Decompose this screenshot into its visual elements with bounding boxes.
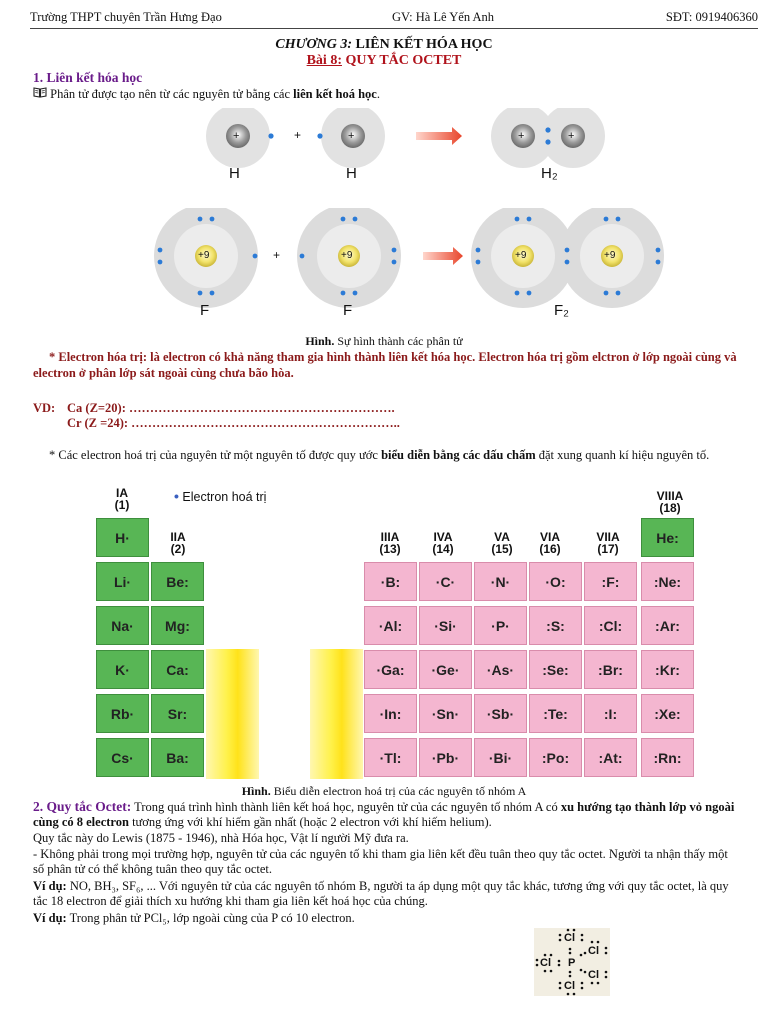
element-rn: :Rn: [641, 738, 694, 777]
group-number: (16) [539, 542, 561, 556]
group-name: IIIA [380, 530, 400, 544]
f-nucleus-label: +9 [198, 250, 210, 261]
octet-text: Trong quá trình hình thành liên kết hoá học, nguyên tử của các nguyên tố nhóm A có [131, 800, 561, 814]
h2-formation-figure [0, 108, 768, 188]
octet-text-end: tương ứng với khí hiếm gần nhất (hoặc 2 electron với khí hiếm helium). [128, 815, 492, 829]
group-viia-header [578, 531, 638, 555]
h-nucleus-label: + [348, 130, 355, 142]
group-name: IVA [433, 530, 453, 544]
transition-block-left [206, 649, 259, 779]
header-divider [30, 28, 758, 29]
cl-atom: Cl [564, 980, 575, 992]
cr-example: Cr (Z =24): ……………………………………………………….. [67, 416, 400, 430]
valence-definition: * Electron hóa trị: là electron có khả năng tham gia hình thành liên kết hóa học. Electron hóa trị gồm elctron ở lớp ngoài cùng và electron ở phân lớp sát ngoài cùng chưa bão hòa. [33, 350, 737, 380]
element-ne: :Ne: [641, 562, 694, 601]
element-br: :Br: [584, 650, 637, 689]
element-as: ·As· [474, 650, 527, 689]
h-nucleus-label: + [233, 130, 240, 142]
label-f: F [200, 302, 210, 319]
element-be: Be: [151, 562, 204, 601]
intro-bold: liên kết hoá học [293, 87, 377, 101]
reaction-arrow [423, 247, 463, 265]
element-xe: :Xe: [641, 694, 694, 733]
cl-atom: Cl [564, 932, 575, 944]
lewis-periodic-table [92, 484, 708, 784]
section-1-intro [33, 87, 739, 102]
caption-text: Sự hình thành các phân tử [334, 334, 463, 348]
plus-sign: + [294, 128, 302, 142]
element-ar: :Ar: [641, 606, 694, 645]
group-iia-header [148, 531, 208, 555]
chapter-prefix: CHƯƠNG 3: [275, 37, 352, 52]
plus-sign: + [273, 248, 281, 262]
lesson-title [0, 53, 768, 69]
pcl5-electron-dots [534, 928, 610, 996]
caption-text: Biểu diễn electron hoá trị của các nguyên tố nhóm A [270, 784, 527, 798]
group-number: (13) [379, 542, 401, 556]
element-te: :Te: [529, 694, 582, 733]
group-number: (2) [170, 542, 186, 556]
lesson-name: QUY TẮC OCTET [341, 53, 462, 68]
dots-note [33, 448, 739, 463]
periodic-table-caption [0, 784, 768, 799]
element-kr: :Kr: [641, 650, 694, 689]
element-c: ·C· [419, 562, 472, 601]
dots-note-text: * Các electron hoá trị của nguyên tử một nguyên tố được quy ước [49, 448, 382, 462]
legend [174, 488, 266, 504]
element-i: :I: [584, 694, 637, 733]
group-viiia-header [640, 490, 700, 514]
element-li: Li· [96, 562, 149, 601]
book-icon [33, 87, 47, 102]
cl-atom: Cl [588, 945, 599, 957]
label-h: H [346, 165, 357, 182]
octet-bold: xu hướng tạo thành lớp vỏ ngoài cùng có 8 electron [33, 800, 735, 829]
element-ca: Ca: [151, 650, 204, 689]
element-n: ·N· [474, 562, 527, 601]
label-h2: H₂ [541, 165, 558, 182]
cl-atom: Cl [588, 969, 599, 981]
element-f: :F: [584, 562, 637, 601]
f2-diagram [0, 208, 768, 308]
element-ba: Ba: [151, 738, 204, 777]
element-h: H· [96, 518, 149, 557]
element-sr: Sr: [151, 694, 204, 733]
group-iva-header [413, 531, 473, 555]
pcl5-lewis-structure [534, 928, 610, 996]
element-o: ·O: [529, 562, 582, 601]
section-1-heading: 1. Liên kết hóa học [33, 70, 143, 85]
group-name: VIIIA [656, 489, 684, 503]
section-2-heading: 2. Quy tắc Octet: [33, 799, 132, 814]
legend-dot-icon: • [174, 488, 179, 504]
legend-label: Electron hoá trị [182, 490, 267, 504]
h-nucleus-label: + [568, 130, 575, 142]
element-na: Na· [96, 606, 149, 645]
element-s: :S: [529, 606, 582, 645]
group-number: (1) [114, 498, 130, 512]
element-k: K· [96, 650, 149, 689]
example-text: Trong phân tử PCl₅, lớp ngoài cùng của P có 10 electron. [66, 911, 355, 925]
h-nucleus-label: + [518, 130, 525, 142]
exceptions-note: - Không phải trong mọi trường hợp, nguyên tử của các nguyên tố khi tham gia liên kết đều tuân theo quy tắc octet. Người ta nhận thấy một số phân tử có thể không tuân theo quy tắc octet. [33, 847, 728, 876]
p-atom: P [568, 957, 576, 969]
example-1 [33, 879, 739, 909]
element-sb: ·Sb· [474, 694, 527, 733]
teacher-name: GV: Hà Lê Yến Anh [392, 10, 495, 24]
page-header [30, 8, 758, 28]
group-number: (15) [491, 542, 513, 556]
group-name: IIA [170, 530, 186, 544]
dots-note-bold: biểu diễn bằng các dấu chấm [381, 448, 536, 462]
element-b: ·B: [364, 562, 417, 601]
element-at: :At: [584, 738, 637, 777]
element-al: ·Al: [364, 606, 417, 645]
element-bi: ·Bi· [474, 738, 527, 777]
group-ia-header [92, 487, 152, 511]
cl-atom: Cl [540, 957, 551, 969]
label-f2: F₂ [554, 302, 569, 319]
f2-formation-figure [0, 208, 768, 308]
element-si: ·Si· [419, 606, 472, 645]
caption-label: Hình. [305, 334, 335, 348]
lesson-prefix: Bài 8: [306, 53, 342, 68]
school-name: Trường THPT chuyên Trần Hưng Đạo [30, 10, 222, 24]
element-pb: ·Pb· [419, 738, 472, 777]
chapter-name: LIÊN KẾT HÓA HỌC [352, 37, 493, 52]
group-via-header [520, 531, 580, 555]
group-name: VIIA [596, 530, 620, 544]
element-ge: ·Ge· [419, 650, 472, 689]
label-f: F [343, 302, 353, 319]
group-number: (17) [597, 542, 619, 556]
figure-1-caption [0, 334, 768, 349]
phone-number: SĐT: 0919406360 [665, 10, 758, 24]
f-nucleus-label: +9 [341, 250, 353, 261]
vd-label: VD: [33, 401, 56, 415]
element-cl: :Cl: [584, 606, 637, 645]
element-po: :Po: [529, 738, 582, 777]
group-name: VIA [539, 530, 560, 544]
caption-label: Hình. [241, 784, 271, 798]
lewis-note: Quy tắc này do Lewis (1875 - 1946), nhà Hóa học, Vật lí người Mỹ đưa ra. [33, 831, 409, 845]
element-he: He: [641, 518, 694, 557]
example-label: Ví dụ: [33, 911, 67, 925]
element-p: ·P· [474, 606, 527, 645]
h2-diagram [0, 108, 768, 188]
example-label: Ví dụ: [33, 879, 67, 893]
intro-text: Phân tử được tạo nên từ các nguyên tử bằng các [47, 87, 294, 101]
element-se: :Se: [529, 650, 582, 689]
intro-end: . [376, 87, 380, 101]
element-tl: ·Tl: [364, 738, 417, 777]
element-mg: Mg: [151, 606, 204, 645]
element-in: ·In: [364, 694, 417, 733]
f-nucleus-label: +9 [604, 250, 616, 261]
group-name: VA [494, 530, 510, 544]
group-number: (14) [432, 542, 454, 556]
octet-rule-paragraph [33, 799, 739, 830]
group-number: (18) [659, 501, 681, 515]
example-2 [33, 911, 739, 926]
reaction-arrow [416, 127, 462, 145]
transition-block-right [310, 649, 363, 779]
element-ga: ·Ga: [364, 650, 417, 689]
example-text: NO, BH₃, SF₆, ... Với nguyên tử của các nguyên tố nhóm B, người ta áp dụng một quy tắc khác, tương ứng với quy tắc octet, là quy tắc 18 electron để giải thích xu hướng khi tham gia liên kết hoá học của chúng. [33, 879, 729, 908]
element-cs: Cs· [96, 738, 149, 777]
f-nucleus-label: +9 [515, 250, 527, 261]
ca-example: Ca (Z=20): ………………………………………………………. [67, 401, 395, 415]
chapter-title [0, 37, 768, 53]
element-sn: ·Sn· [419, 694, 472, 733]
dots-note-end: đặt xung quanh kí hiệu nguyên tố. [535, 448, 710, 462]
element-rb: Rb· [96, 694, 149, 733]
group-name: IA [116, 486, 128, 500]
label-h: H [229, 165, 240, 182]
group-iiia-header [360, 531, 420, 555]
